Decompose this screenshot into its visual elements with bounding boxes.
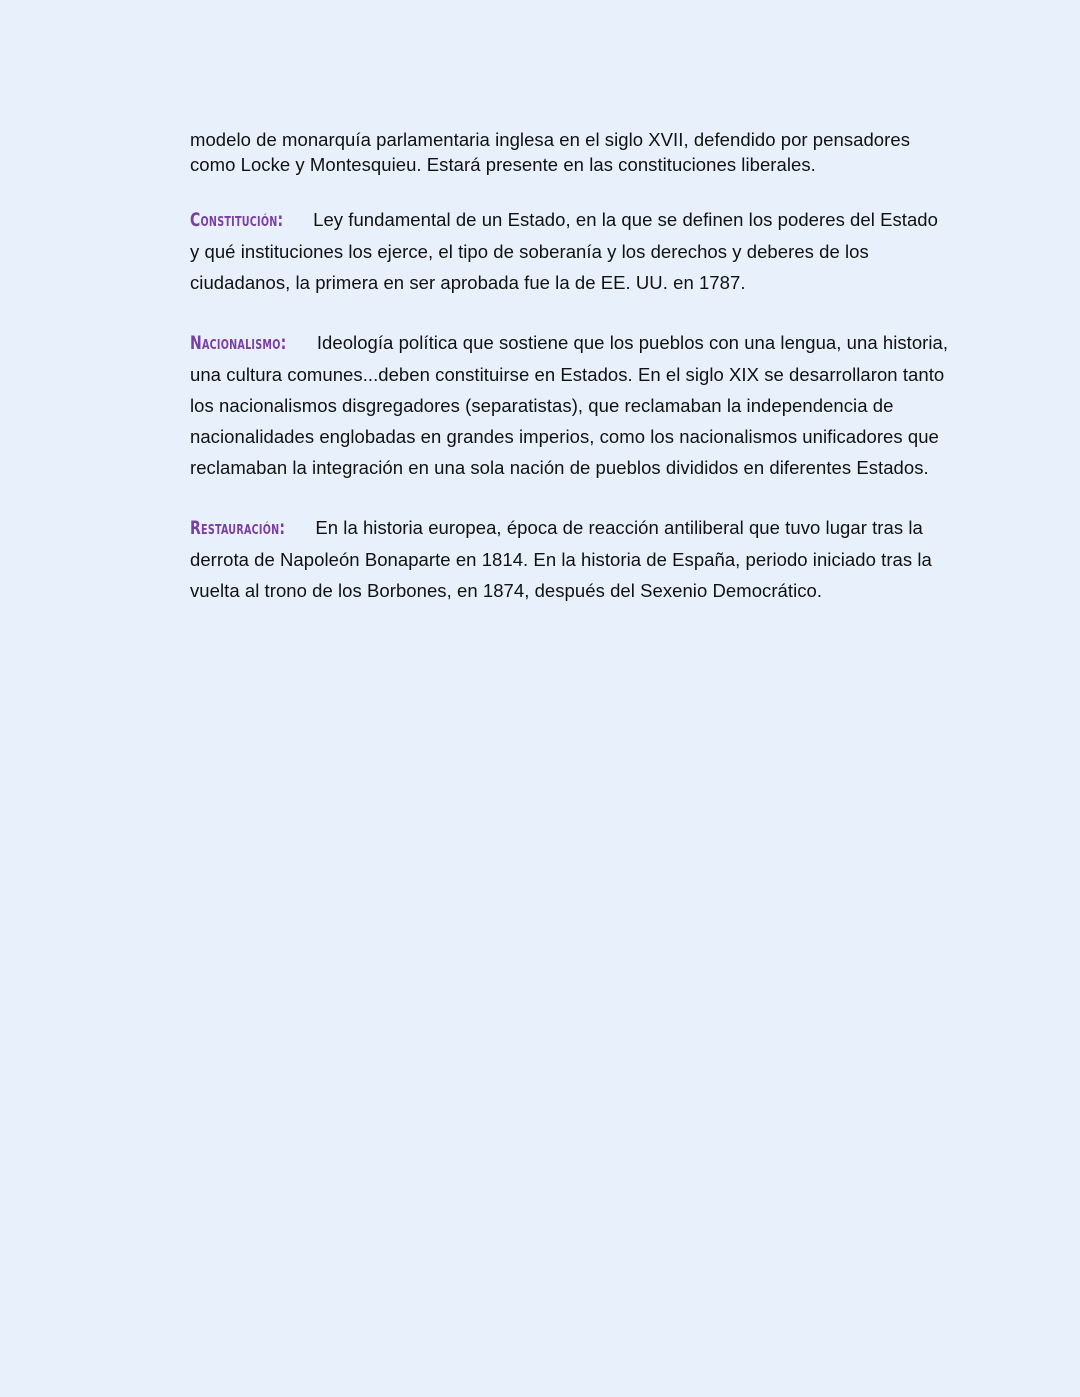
glossary-entry-restauracion [190, 512, 950, 606]
glossary-definition: Ley fundamental de un Estado, en la que se definen los poderes del Estado y qué instituciones los ejerce, el tipo de soberanía y los derechos y deberes de los ciudadanos, la primera en ser aprobada fue la de EE. UU. en 1787. [190, 209, 938, 293]
document-body [190, 127, 950, 635]
intro-paragraph: modelo de monarquía parlamentaria inglesa en el siglo XVII, defendido por pensadores como Locke y Montesquieu. Estará presente en las constituciones liberales. [190, 129, 910, 175]
glossary-term: Constitución: [190, 209, 284, 231]
glossary-term: Nacionalismo: [190, 332, 287, 354]
glossary-definition: En la historia europea, época de reacción antiliberal que tuvo lugar tras la derrota de Napoleón Bonaparte en 1814. En la historia de España, periodo iniciado tras la vuelta al trono de los Borbones, en 1874, después del Sexenio Democrático. [190, 517, 932, 601]
glossary-definition: Ideología política que sostiene que los pueblos con una lengua, una historia, una cultura comunes...deben constituirse en Estados. En el siglo XIX se desarrollaron tanto los nacionalismos disgregadores (separatistas), que reclamaban la independencia de nacionalidades englobadas en grandes imperios, como los nacionalismos unificadores que reclamaban la integración en una sola nación de pueblos divididos en diferentes Estados. [190, 332, 949, 478]
glossary-entry-constitucion [190, 204, 950, 298]
glossary-term: Restauración: [190, 517, 286, 539]
glossary-entry-nacionalismo [190, 327, 950, 483]
